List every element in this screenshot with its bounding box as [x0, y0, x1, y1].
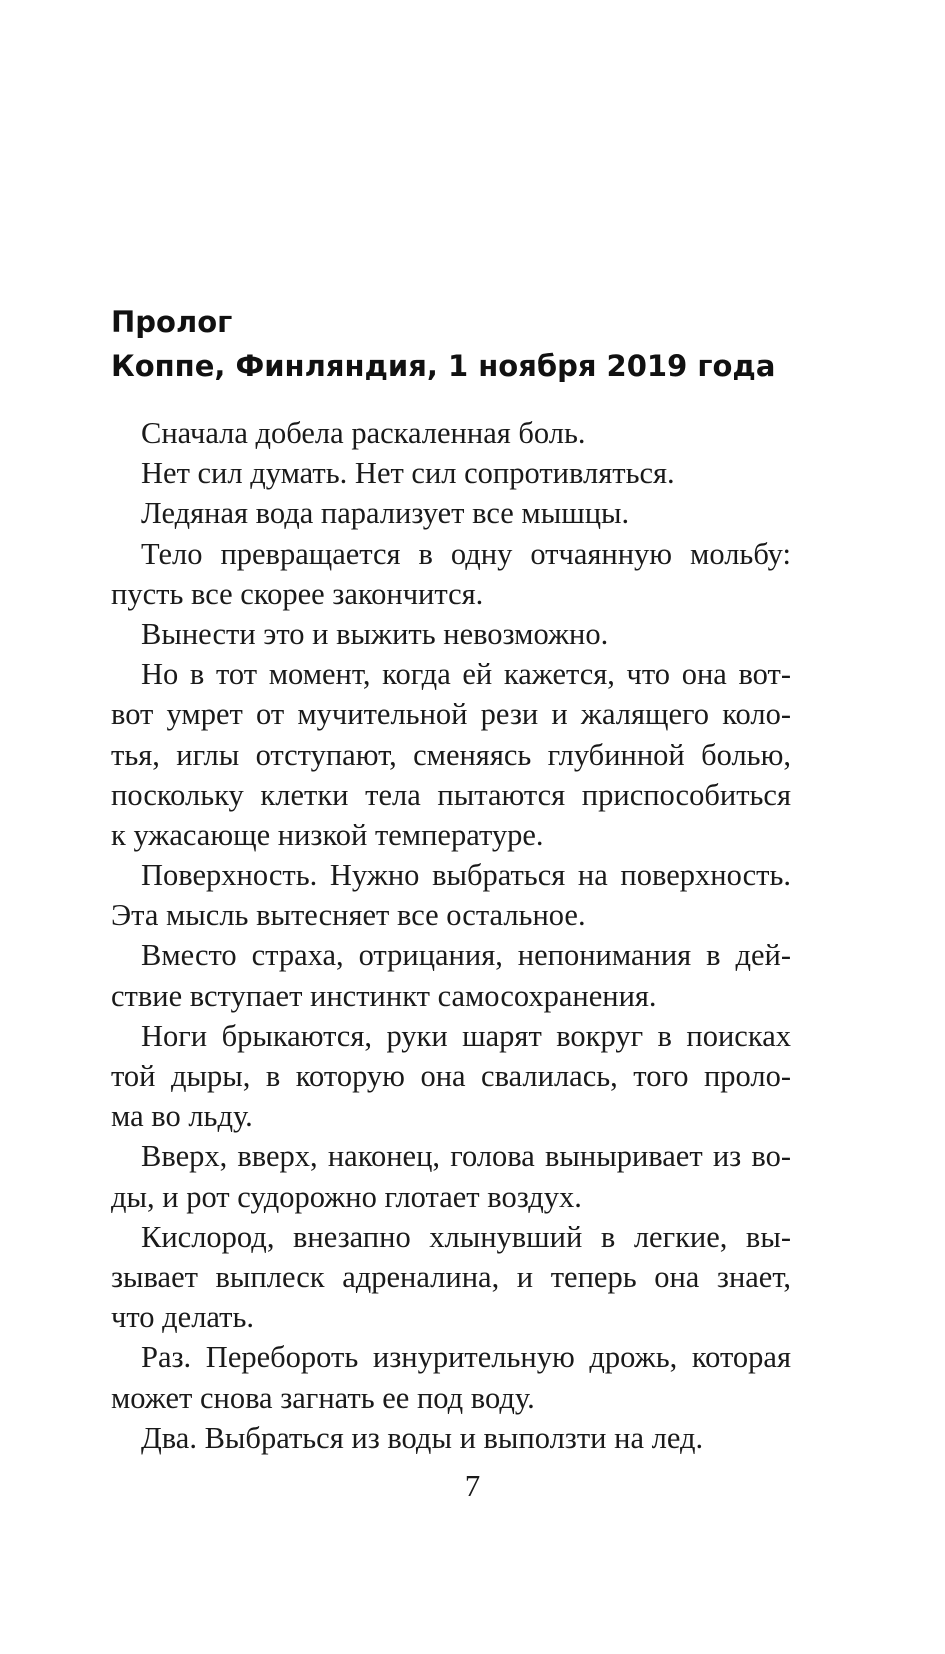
text-line: тья, иглы отступают, сменяясь глубинной болью,: [111, 737, 791, 772]
text-line: Вверх, вверх, наконец, голова выныривает из во-: [141, 1139, 791, 1174]
text-line: Эта мысль вытесняет все остальное.: [111, 898, 586, 933]
chapter-body: [111, 413, 791, 1458]
text-line: пусть все скорее закончится.: [111, 576, 484, 611]
text-line: Раз. Перебороть изнурительную дрожь, которая: [141, 1340, 791, 1375]
text-line: Вынести это и выжить невозможно.: [141, 616, 609, 651]
text-line: ствие вступает инстинкт самосохранения.: [111, 978, 657, 1013]
text-line: Нет сил думать. Нет сил сопротивляться.: [141, 456, 675, 491]
text-line: Тело превращается в одну отчаянную мольбу:: [141, 536, 791, 571]
text-line: Сначала добела раскаленная боль.: [141, 416, 586, 450]
text-line: поскольку клетки тела пытаются приспособиться: [111, 777, 791, 812]
text-line: ма во льду.: [111, 1099, 253, 1134]
text-line: Ледяная вода парализует все мышцы.: [141, 496, 630, 531]
page-number: 7: [464, 1468, 481, 1503]
text-line: Ноги брыкаются, руки шарят вокруг в поисках: [141, 1018, 791, 1053]
text-line: Вместо страха, отрицания, непонимания в дей-: [141, 938, 791, 973]
text-line: зывает выплеск адреналина, и теперь она знает,: [111, 1259, 791, 1294]
chapter-location-date: Коппе, Финляндия, 1 ноября 2019 года: [111, 349, 776, 383]
text-line: к ужасающе низкой температуре.: [111, 817, 544, 852]
text-line: вот умрет от мучительной рези и жалящего коло-: [111, 697, 791, 732]
chapter-title: Пролог: [111, 305, 233, 339]
text-line: Кислород, внезапно хлынувший в легкие, вы-: [141, 1219, 791, 1254]
text-line: Два. Выбраться из воды и выползти на лед.: [141, 1420, 704, 1455]
text-line: ды, и рот судорожно глотает воздух.: [111, 1179, 582, 1214]
text-line: может снова загнать ее под воду.: [111, 1380, 535, 1415]
text-line: той дыры, в которую она свалилась, того проло-: [111, 1059, 791, 1093]
chapter-heading: [111, 300, 871, 388]
text-line: Поверхность. Нужно выбраться на поверхность.: [141, 858, 791, 893]
text-line: Но в тот момент, когда ей кажется, что она вот-: [141, 657, 791, 692]
text-line: что делать.: [111, 1300, 255, 1335]
